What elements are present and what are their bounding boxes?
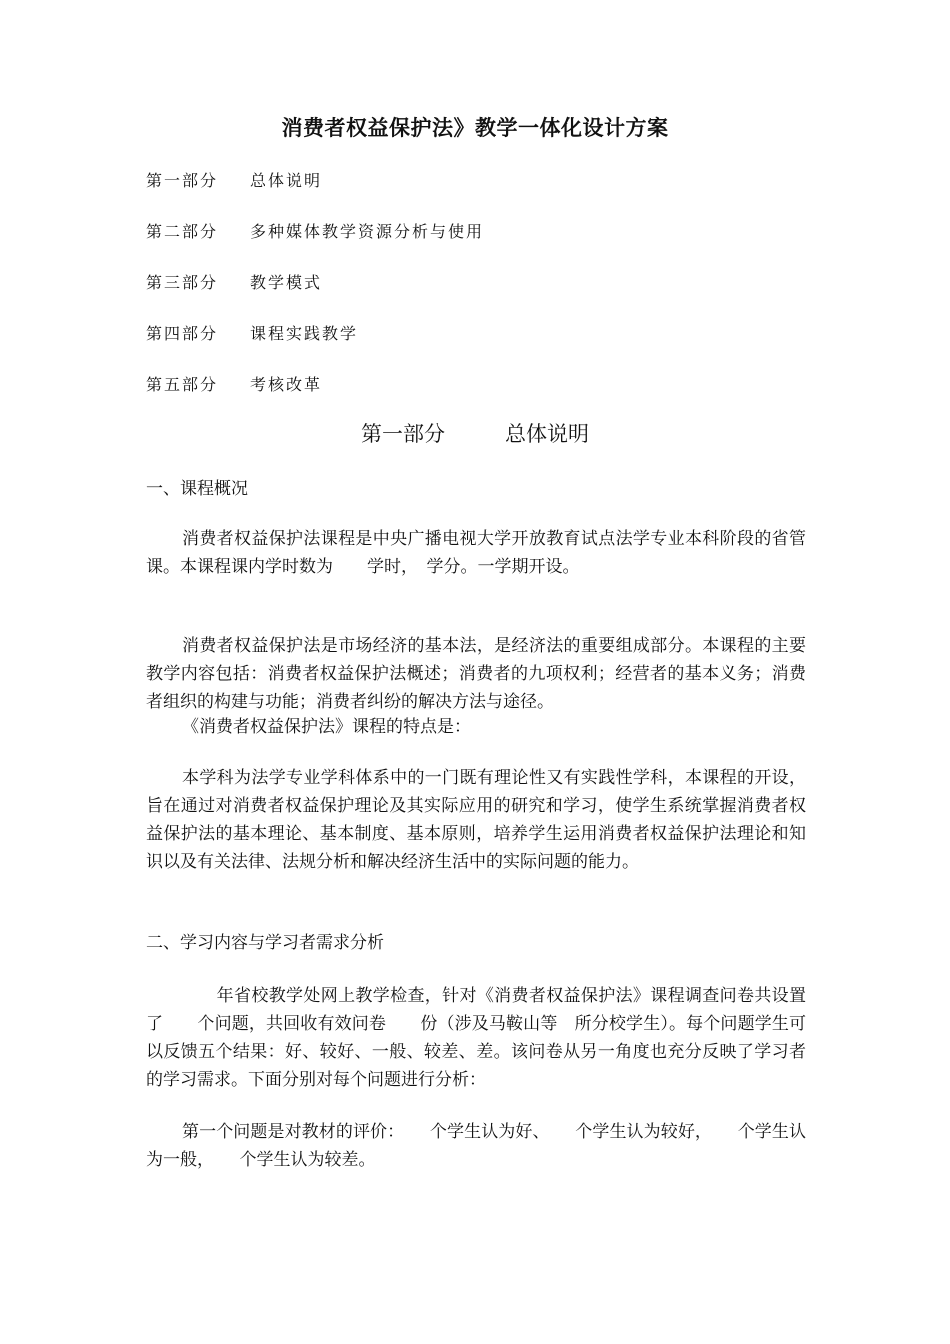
paragraph: 消费者权益保护法是市场经济的基本法，是经济法的重要组成部分。本课程的主要教学内容包括：消费者权益保护法概述；消费者的九项权利；经营者的基本义务；消费者组织的构建与功能；消费者纠纷的解决方法与途径。 bbox=[146, 636, 806, 712]
toc-item bbox=[146, 170, 806, 221]
toc-item bbox=[146, 221, 806, 272]
toc-item-label: 总体说明 bbox=[250, 171, 323, 190]
toc-item-number: 第五部分 bbox=[146, 375, 219, 394]
document-title: 消费者权益保护法》教学一体化设计方案 bbox=[281, 116, 669, 140]
paragraph: 消费者权益保护法课程是中央广播电视大学开放教育试点法学专业本科阶段的省管课。本课程课内学时数为 学时， 学分。一学期开设。 bbox=[146, 529, 806, 577]
toc-item-number: 第四部分 bbox=[146, 324, 219, 343]
section-number: 第一部分 bbox=[361, 422, 445, 446]
toc-item-label: 多种媒体教学资源分析与使用 bbox=[250, 222, 485, 241]
toc-item bbox=[146, 272, 806, 323]
paragraph: 第一个问题是对教材的评价： 个学生认为好、 个学生认为较好， 个学生认为一般， 个学生认为较差。 bbox=[146, 1122, 806, 1170]
toc-item-label: 课程实践教学 bbox=[250, 324, 359, 343]
toc-item-number: 第二部分 bbox=[146, 222, 219, 241]
toc-item-label: 考核改革 bbox=[250, 375, 323, 394]
toc-item bbox=[146, 323, 806, 374]
paragraph: 年省校教学处网上教学检查，针对《消费者权益保护法》课程调查问卷共设置了 个问题，共回收有效问卷 份（涉及马鞍山等 所分校学生）。每个问题学生可以反馈五个结果：好、较好、一般、较差、差。该问卷从另一角度也充分反映了学习者的学习需求。下面分别对每个问题进行分析： bbox=[146, 986, 806, 1090]
section-label: 总体说明 bbox=[505, 422, 589, 446]
paragraph: 《消费者权益保护法》课程的特点是： bbox=[182, 717, 471, 737]
section-heading bbox=[0, 418, 950, 448]
toc-item-number: 第一部分 bbox=[146, 171, 219, 190]
paragraph: 本学科为法学专业学科体系中的一门既有理论性又有实践性学科，本课程的开设，旨在通过对消费者权益保护理论及其实际应用的研究和学习，使学生系统掌握消费者权益保护法的基本理论、基本制度、基本原则，培养学生运用消费者权益保护法理论和知识以及有关法律、法规分析和解决经济生活中的实际问题的能力。 bbox=[146, 768, 806, 872]
table-of-contents bbox=[146, 170, 806, 425]
toc-item-label: 教学模式 bbox=[250, 273, 323, 292]
toc-item-number: 第三部分 bbox=[146, 273, 219, 292]
subheading-learner-needs: 二、学习内容与学习者需求分析 bbox=[146, 933, 384, 953]
subheading-course-overview: 一、课程概况 bbox=[146, 479, 248, 499]
